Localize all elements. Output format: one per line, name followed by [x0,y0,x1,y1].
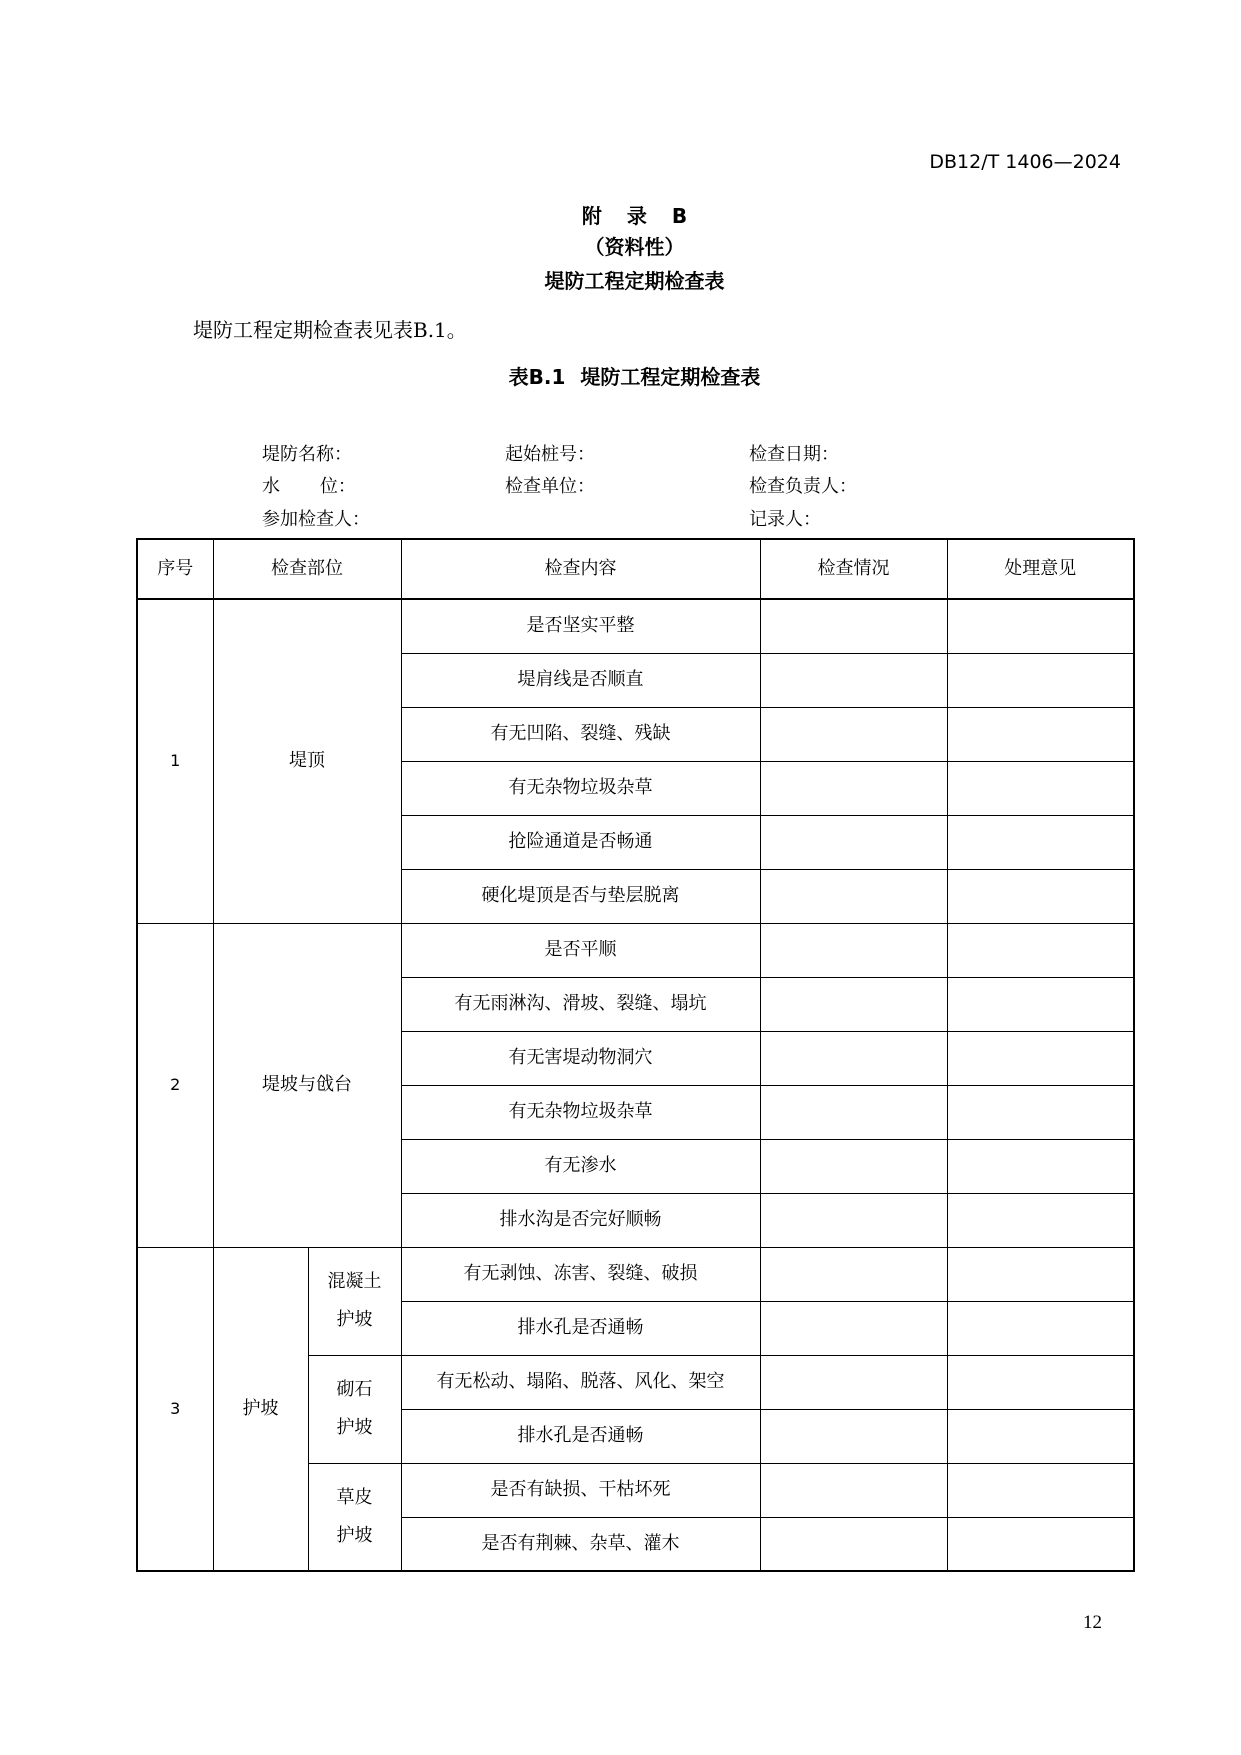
handling-opinion-cell [947,1409,1134,1463]
field-start-station: 起始桩号： [505,444,595,465]
check-content-cell: 硬化堤顶是否与垫层脱离 [401,869,760,923]
check-status-cell [760,653,947,707]
standard-code: DB12/T 1406—2024 [929,151,1121,173]
sub-part-cell [308,1355,401,1463]
check-part-cell: 护坡 [213,1247,308,1571]
field-check-date: 检查日期： [749,444,839,465]
handling-opinion-cell [947,1517,1134,1571]
handling-opinion-cell [947,977,1134,1031]
check-content-cell: 抢险通道是否畅通 [401,815,760,869]
field-dike-name: 堤防名称： [262,444,352,465]
check-status-cell [760,1463,947,1517]
check-content-cell: 是否有缺损、干枯坏死 [401,1463,760,1517]
check-content-cell: 排水孔是否通畅 [401,1301,760,1355]
check-status-cell [760,815,947,869]
handling-opinion-cell [947,815,1134,869]
check-content-cell: 有无害堤动物洞穴 [401,1031,760,1085]
field-check-unit: 检查单位： [505,476,595,497]
handling-opinion-cell [947,1301,1134,1355]
check-status-cell [760,923,947,977]
check-content-cell: 有无渗水 [401,1139,760,1193]
table-row [137,923,1134,977]
check-content-cell: 排水孔是否通畅 [401,1409,760,1463]
handling-opinion-cell [947,1247,1134,1301]
sub-part-label-line: 护坡 [336,1524,373,1546]
header-check-part: 检查部位 [213,539,401,599]
inspection-table [136,538,1135,1572]
check-status-cell [760,977,947,1031]
check-content-cell: 排水沟是否完好顺畅 [401,1193,760,1247]
handling-opinion-cell [947,599,1134,653]
table-caption: 表B.1 堤防工程定期检查表 [508,365,761,389]
handling-opinion-cell [947,1463,1134,1517]
handling-opinion-cell [947,1139,1134,1193]
field-water-level: 水 位： [262,476,356,497]
handling-opinion-cell [947,923,1134,977]
handling-opinion-cell [947,653,1134,707]
check-status-cell [760,599,947,653]
appendix-title: 附 录 B [581,204,688,228]
handling-opinion-cell [947,1031,1134,1085]
field-check-leader: 检查负责人： [749,476,857,497]
check-status-cell [760,1085,947,1139]
header-seq: 序号 [137,539,213,599]
sub-part-cell [308,1463,401,1571]
check-content-cell: 是否平顺 [401,923,760,977]
appendix-name: 堤防工程定期检查表 [544,269,725,293]
check-status-cell [760,1409,947,1463]
check-status-cell [760,1355,947,1409]
seq-cell: 2 [137,923,213,1247]
table-header-row [137,539,1134,599]
handling-opinion-cell [947,1193,1134,1247]
handling-opinion-cell [947,869,1134,923]
handling-opinion-cell [947,1085,1134,1139]
handling-opinion-cell [947,761,1134,815]
check-content-cell: 有无杂物垃圾杂草 [401,1085,760,1139]
handling-opinion-cell [947,1355,1134,1409]
check-content-cell: 堤肩线是否顺直 [401,653,760,707]
check-content-cell: 有无雨淋沟、滑坡、裂缝、塌坑 [401,977,760,1031]
check-part-cell: 堤坡与戗台 [213,923,401,1247]
check-status-cell [760,869,947,923]
appendix-nature: （资料性） [584,235,685,259]
check-content-cell: 有无杂物垃圾杂草 [401,761,760,815]
check-content-cell: 是否坚实平整 [401,599,760,653]
check-status-cell [760,1517,947,1571]
check-content-cell: 有无松动、塌陷、脱落、风化、架空 [401,1355,760,1409]
check-status-cell [760,1247,947,1301]
sub-part-label-line: 砌石 [336,1379,373,1400]
sub-part-cell [308,1247,401,1355]
page-number: 12 [1083,1612,1102,1633]
check-part-cell: 堤顶 [213,599,401,923]
check-status-cell [760,1139,947,1193]
check-content-cell: 有无凹陷、裂缝、残缺 [401,707,760,761]
header-check-content: 检查内容 [401,539,760,599]
handling-opinion-cell [947,707,1134,761]
table-row [137,599,1134,653]
sub-part-label-line: 护坡 [336,1417,373,1438]
seq-cell: 3 [137,1247,213,1571]
header-handling-opinion: 处理意见 [947,539,1134,599]
table-row [137,1247,1134,1301]
check-status-cell [760,1301,947,1355]
header-check-status: 检查情况 [760,539,947,599]
seq-cell: 1 [137,599,213,923]
check-status-cell [760,761,947,815]
check-content-cell: 有无剥蚀、冻害、裂缝、破损 [401,1247,760,1301]
field-recorder: 记录人： [749,509,821,530]
sub-part-label-line: 草皮 [336,1486,373,1508]
sub-part-label-line: 混凝土 [327,1271,382,1292]
check-status-cell [760,1031,947,1085]
sub-part-label-line: 护坡 [336,1309,373,1330]
check-status-cell [760,707,947,761]
check-content-cell: 是否有荆棘、杂草、灌木 [401,1517,760,1571]
field-participants: 参加检查人： [262,509,370,530]
intro-paragraph: 堤防工程定期检查表见表B.1。 [193,318,467,342]
check-status-cell [760,1193,947,1247]
